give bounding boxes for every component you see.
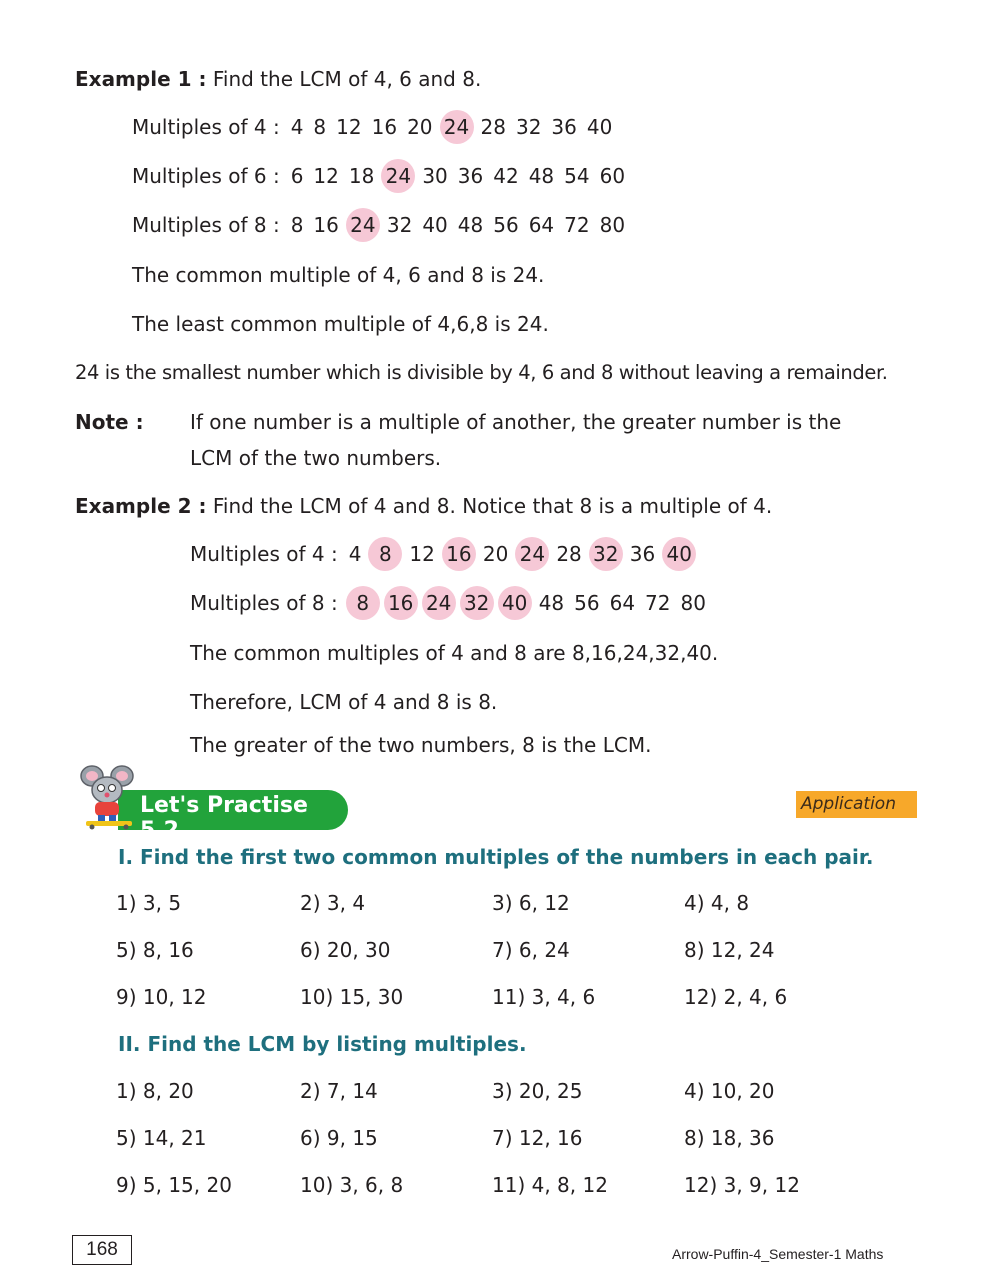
exercise-item: 12) 2, 4, 6 [684, 985, 788, 1009]
exercise-item: 11) 3, 4, 6 [492, 985, 596, 1009]
highlighted-multiple: 8 [368, 537, 402, 571]
multiple-value: 64 [528, 213, 555, 237]
multiple-value: 72 [645, 591, 671, 615]
multiple-value: 16 [313, 213, 339, 237]
section1-heading: I. Find the first two common multiples of the numbers in each pair. [118, 845, 874, 869]
exercise-item: 5) 8, 16 [116, 938, 194, 962]
multiple-value: 32 [515, 115, 542, 139]
example1-common: The common multiple of 4, 6 and 8 is 24. [132, 263, 545, 287]
highlighted-multiple: 16 [384, 586, 418, 620]
highlighted-multiple: 24 [515, 537, 549, 571]
multiple-value: 80 [599, 213, 626, 237]
example1-label: Example 1 : [75, 67, 207, 91]
exercise-item: 3) 6, 12 [492, 891, 570, 915]
highlighted-multiple: 24 [422, 586, 456, 620]
exercise-item: 1) 3, 5 [116, 891, 182, 915]
exercise-item: 2) 7, 14 [300, 1079, 378, 1103]
multiple-value: 64 [609, 591, 636, 615]
multiple-value: 20 [482, 542, 509, 566]
multiple-value: 12 [336, 115, 362, 139]
multiple-value: 42 [493, 164, 519, 188]
multiple-value: 20 [407, 115, 433, 139]
application-tag: Application [796, 791, 917, 818]
multiple-value: 54 [564, 164, 590, 188]
exercise-item: 6) 9, 15 [300, 1126, 378, 1150]
exercise-item: 9) 5, 15, 20 [116, 1173, 232, 1197]
multiple-value: 72 [564, 213, 590, 237]
highlighted-multiple: 40 [662, 537, 696, 571]
example1-least: The least common multiple of 4,6,8 is 24. [132, 312, 549, 336]
highlighted-multiple: 32 [589, 537, 623, 571]
exercise-item: 7) 6, 24 [492, 938, 570, 962]
multiple-value: 48 [528, 164, 555, 188]
exercise-item: 7) 12, 16 [492, 1126, 583, 1150]
exercise-item: 10) 3, 6, 8 [300, 1173, 404, 1197]
multiple-value: 60 [599, 164, 626, 188]
multiple-value: 80 [680, 591, 706, 615]
note-label: Note : [75, 410, 144, 434]
exercise-item: 6) 20, 30 [300, 938, 391, 962]
note-line2: LCM of the two numbers. [190, 446, 442, 470]
page-number: 168 [72, 1235, 132, 1265]
multiple-value: 12 [409, 542, 435, 566]
example1-row-6 [132, 159, 630, 193]
multiple-value: 28 [480, 115, 506, 139]
exercise-item: 11) 4, 8, 12 [492, 1173, 608, 1197]
exercise-item: 12) 3, 9, 12 [684, 1173, 800, 1197]
highlighted-multiple: 24 [381, 159, 415, 193]
multiple-value: 48 [457, 213, 484, 237]
statement: 24 is the smallest number which is divisible by 4, 6 and 8 without leaving a remainder. [75, 361, 888, 384]
multiple-value: 8 [313, 115, 327, 139]
multiples-label: Multiples of 4 : [132, 115, 280, 139]
multiples-label: Multiples of 4 : [190, 542, 338, 566]
example2-label: Example 2 : [75, 494, 207, 518]
example2-greater: The greater of the two numbers, 8 is the LCM. [190, 733, 652, 757]
multiples-label: Multiples of 8 : [132, 213, 280, 237]
example1-question: Find the LCM of 4, 6 and 8. [212, 67, 482, 91]
exercise-item: 8) 18, 36 [684, 1126, 775, 1150]
example2-therefore: Therefore, LCM of 4 and 8 is 8. [190, 690, 498, 714]
multiple-value: 48 [538, 591, 565, 615]
exercise-item: 1) 8, 20 [116, 1079, 194, 1103]
exercise-item: 2) 3, 4 [300, 891, 366, 915]
multiple-value: 36 [629, 542, 656, 566]
section2-heading: II. Find the LCM by listing multiples. [118, 1032, 527, 1056]
note-line1: If one number is a multiple of another, the greater number is the [190, 410, 842, 434]
multiples-label: Multiples of 6 : [132, 164, 280, 188]
multiple-value: 36 [551, 115, 577, 139]
highlighted-multiple: 24 [440, 110, 474, 144]
multiple-value: 18 [348, 164, 375, 188]
multiple-value: 40 [586, 115, 613, 139]
mouse-mascot-icon [78, 764, 142, 830]
exercise-item: 10) 15, 30 [300, 985, 404, 1009]
highlighted-multiple: 16 [442, 537, 476, 571]
exercise-item: 3) 20, 25 [492, 1079, 583, 1103]
highlighted-multiple: 32 [460, 586, 494, 620]
multiple-value: 30 [422, 164, 448, 188]
highlighted-multiple: 8 [346, 586, 380, 620]
example2-line [75, 494, 772, 518]
exercise-item: 5) 14, 21 [116, 1126, 207, 1150]
example2-row-8 [190, 586, 711, 620]
multiple-value: 36 [457, 164, 484, 188]
multiple-value: 56 [574, 591, 600, 615]
example1-row-8 [132, 208, 630, 242]
example2-question: Find the LCM of 4 and 8. Notice that 8 is a multiple of 4. [212, 494, 773, 518]
multiple-value: 12 [313, 164, 339, 188]
multiple-value: 28 [556, 542, 582, 566]
practice-banner [78, 764, 350, 843]
book-title: Arrow-Puffin-4_Semester-1 Maths [672, 1246, 884, 1262]
exercise-item: 9) 10, 12 [116, 985, 207, 1009]
multiple-value: 40 [422, 213, 448, 237]
multiple-value: 8 [290, 213, 304, 237]
exercise-item: 4) 10, 20 [684, 1079, 775, 1103]
multiple-value: 56 [493, 213, 519, 237]
multiples-label: Multiples of 8 : [190, 591, 338, 615]
example2-common: The common multiples of 4 and 8 are 8,16,24,32,40. [190, 641, 719, 665]
multiple-value: 16 [371, 115, 398, 139]
multiple-value: 4 [290, 115, 304, 139]
highlighted-multiple: 40 [498, 586, 532, 620]
example1-row-4 [132, 110, 617, 144]
multiple-value: 6 [290, 164, 304, 188]
banner-title: Let's Practise 5.2 [140, 793, 308, 843]
highlighted-multiple: 24 [346, 208, 380, 242]
exercise-item: 8) 12, 24 [684, 938, 775, 962]
example1-line [75, 67, 481, 91]
multiple-value: 4 [348, 542, 362, 566]
exercise-item: 4) 4, 8 [684, 891, 750, 915]
example2-row-4 [190, 537, 698, 571]
multiple-value: 32 [386, 213, 413, 237]
